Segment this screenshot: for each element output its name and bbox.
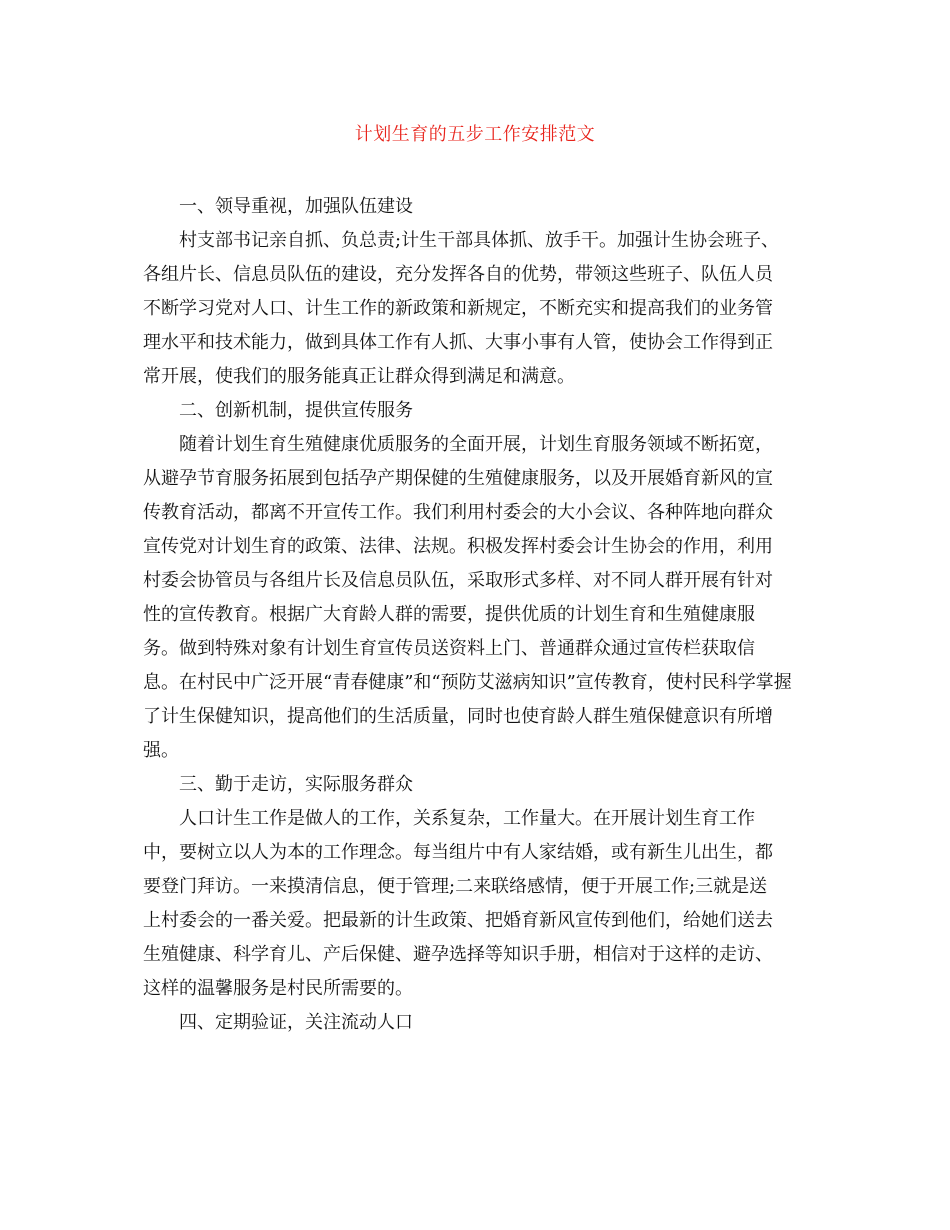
section-paragraph-1 [143, 224, 808, 394]
section-heading-2: 二、创新机制，提供宣传服务 [179, 400, 413, 421]
paragraph-line: 息。在村民中广泛开展“青春健康”和“预防艾滋病知识”宣传教育，使村民科学掌握 [143, 672, 792, 693]
paragraph-line: 村支部书记亲自抓、负总责;计生干部具体抓、放手干。加强计生协会班子、 [179, 230, 780, 251]
section-paragraph-2 [143, 428, 808, 768]
section-paragraph-3 [143, 802, 808, 1006]
paragraph-line: 从避孕节育服务拓展到包括孕产期保健的生殖健康服务，以及开展婚育新风的宣 [143, 468, 773, 489]
paragraph-line: 各组片长、信息员队伍的建设，充分发挥各自的优势，带领这些班子、队伍人员 [143, 264, 773, 285]
paragraph-line: 传教育活动，都离不开宣传工作。我们利用村委会的大小会议、各种阵地向群众 [143, 502, 773, 523]
paragraph-line: 生殖健康、科学育儿、产后保健、避孕选择等知识手册，相信对于这样的走访、 [143, 944, 773, 965]
paragraph-line: 务。做到特殊对象有计划生育宣传员送资料上门、普通群众通过宣传栏获取信 [143, 638, 755, 659]
paragraph-line: 上村委会的一番关爱。把最新的计生政策、把婚育新风宣传到他们，给她们送去 [143, 910, 773, 931]
section-heading-1: 一、领导重视，加强队伍建设 [179, 196, 413, 217]
paragraph-line: 不断学习党对人口、计生工作的新政策和新规定，不断充实和提高我们的业务管 [143, 298, 773, 319]
paragraph-line: 这样的温馨服务是村民所需要的。 [143, 978, 413, 999]
document-title: 计划生育的五步工作安排范文 [354, 124, 596, 145]
paragraph-line: 了计生保健知识，提高他们的生活质量，同时也使育龄人群生殖保健意识有所增 [143, 706, 773, 727]
paragraph-line: 随着计划生育生殖健康优质服务的全面开展，计划生育服务领域不断拓宽， [179, 434, 773, 455]
document-body [143, 190, 808, 1040]
paragraph-line: 村委会协管员与各组片长及信息员队伍，采取形式多样、对不同人群开展有针对 [143, 570, 773, 591]
section-heading-4: 四、定期验证，关注流动人口 [179, 1012, 413, 1033]
paragraph-line: 理水平和技术能力，做到具体工作有人抓、大事小事有人管，使协会工作得到正 [143, 332, 773, 353]
paragraph-line: 要登门拜访。一来摸清信息，便于管理;二来联络感情，便于开展工作;三就是送 [143, 876, 768, 897]
paragraph-line: 人口计生工作是做人的工作，关系复杂，工作量大。在开展计划生育工作 [179, 808, 755, 829]
paragraph-line: 常开展，使我们的服务能真正让群众得到满足和满意。 [143, 366, 575, 387]
paragraph-line: 强。 [143, 740, 179, 761]
paragraph-line: 中，要树立以人为本的工作理念。每当组片中有人家结婚，或有新生儿出生，都 [143, 842, 773, 863]
paragraph-line: 性的宣传教育。根据广大育龄人群的需要，提供优质的计划生育和生殖健康服 [143, 604, 755, 625]
paragraph-line: 宣传党对计划生育的政策、法律、法规。积极发挥村委会计生协会的作用，利用 [143, 536, 773, 557]
section-heading-3: 三、勤于走访，实际服务群众 [179, 774, 413, 795]
